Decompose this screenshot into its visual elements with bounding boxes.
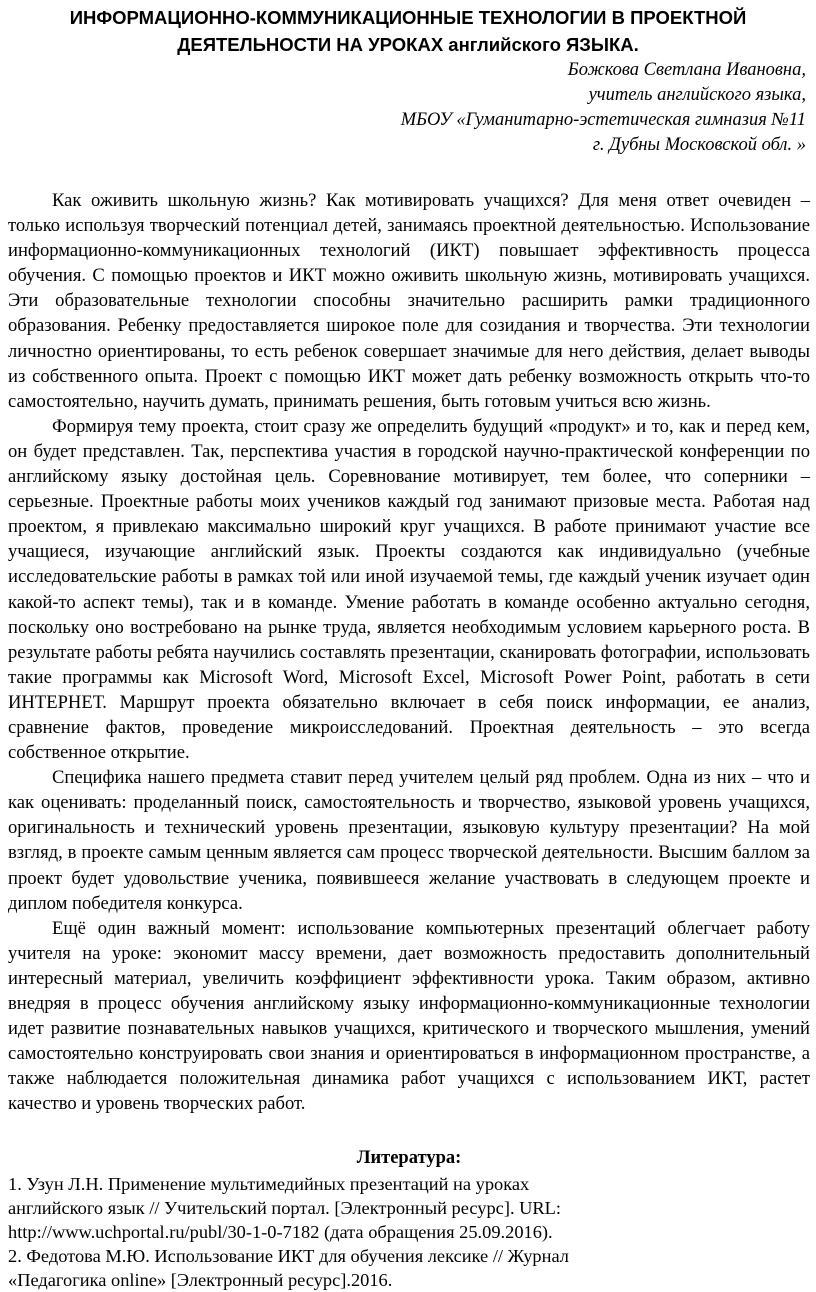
author-school: МБОУ «Гуманитарно-эстетическая гимназия №11 <box>400 110 806 130</box>
paragraph-2: Формируя тему проекта, стоит сразу же определить будущий «продукт» и то, как и перед кем, он будет представлен. Так, перспектива участия в городской научно-практической конференции по английскому языку достойная цель. Соревнование мотивирует, тем более, что соперники – серьезные. Проектные работы моих учеников каждый год занимают призовые места. Работая над проектом, я привлекаю максимально широкий круг учащихся. В работе принимают участие все учащиеся, изучающие английский язык. Проекты создаются как индивидуально (учебные исследовательские работы в рамках той или иной изучаемой темы, где каждый ученик изучает один какой-то аспект темы), так и в команде. Умение работать в команде особенно актуально сегодня, поскольку оно востребовано на рынке труда, является необходимым условием карьерного роста. В результате работы ребята научились составлять презентации, сканировать фотографии, использовать такие программы как Microsoft Word, Microsoft Excel, Microsoft Power Point, работать в сети ИНТЕРНЕТ. Маршрут проекта обязательно включает в себя поиск информации, ее анализ, сравнение фактов, проведение микроисследований. Проектная деятельность – это всегда собственное открытие. <box>8 415 810 764</box>
paragraph-4: Ещё один важный момент: использование компьютерных презентаций облегчает работу учителя на уроке: экономит массу времени, дает возможность предоставить дополнительный интересный материал, увеличить коэффициент эффективности урока. Таким образом, активно внедряя в процесс обучения английскому языку информационно-коммуникационные технологии идет развитие познавательных навыков учащихся, критического и творческого мышления, умений самостоятельно конструировать свои знания и ориентироваться в информационном пространстве, а также наблюдается положительная динамика работ учащихся с использованием ИКТ, растет качество и уровень творческих работ. <box>8 917 810 1115</box>
author-position: учитель английского языка, <box>588 85 806 105</box>
title-line-1: ИНФОРМАЦИОННО-КОММУНИКАЦИОННЫЕ ТЕХНОЛОГИИ В ПРОЕКТНОЙ <box>69 7 747 28</box>
document-title <box>4 4 812 58</box>
author-name: Божкова Светлана Ивановна, <box>567 60 806 80</box>
paragraph-1: Как оживить школьную жизнь? Как мотивировать учащихся? Для меня ответ очевиден – только используя творческий потенциал детей, занимаясь проектной деятельностью. Использование информационно-коммуникационных технологий (ИКТ) повышает эффективность процесса обучения. С помощью проектов и ИКТ можно оживить школьную жизнь, мотивировать учащихся. Эти образовательные технологии способны значительно расширить рамки традиционного образования. Ребенку предоставляется широкое поле для созидания и творчества. Эти технологии личностно ориентированы, то есть ребенок совершает значимые для него действия, делает выводы из собственного опыта. Проект с помощью ИКТ может дать ребенку возможность открыть что-то самостоятельно, научить думать, принимать решения, быть готовым учиться всю жизнь. <box>8 190 810 412</box>
author-city: г. Дубны Московской обл. » <box>592 135 806 155</box>
literature-line-5: «Педагогика online» [Электронный ресурс].2016. <box>8 1270 393 1291</box>
literature-line-2: английского язык // Учительский портал. [Электронный ресурс]. URL: <box>8 1198 562 1219</box>
paragraph-3: Специфика нашего предмета ставит перед учителем целый ряд проблем. Одна из них – что и как оценивать: проделанный поиск, самостоятельность и творчество, языковой уровень учащихся, оригинальность и технический уровень презентации, языковую культуру презентации? На мой взгляд, в проекте самым ценным является сам процесс творческой деятельности. Высшим баллом за проект будет удовольствие ученика, появившееся желание участвовать в следующем проекте и диплом победителя конкурса. <box>8 767 810 914</box>
literature-heading: Литература: <box>356 1148 462 1169</box>
title-line-2: ДЕЯТЕЛЬНОСТИ НА УРОКАХ английского ЯЗЫКА. <box>177 34 639 55</box>
literature-line-3: http://www.uchportal.ru/publ/30-1-0-7182 (дата обращения 25.09.2016). <box>8 1222 553 1243</box>
literature-line-1: 1. Узун Л.Н. Применение мультимедийных презентаций на уроках <box>8 1174 530 1195</box>
literature-line-4: 2. Федотова М.Ю. Использование ИКТ для обучения лексике // Журнал <box>8 1246 569 1267</box>
author-block <box>4 58 806 158</box>
literature-list <box>4 1172 812 1292</box>
article-body <box>4 188 812 1116</box>
